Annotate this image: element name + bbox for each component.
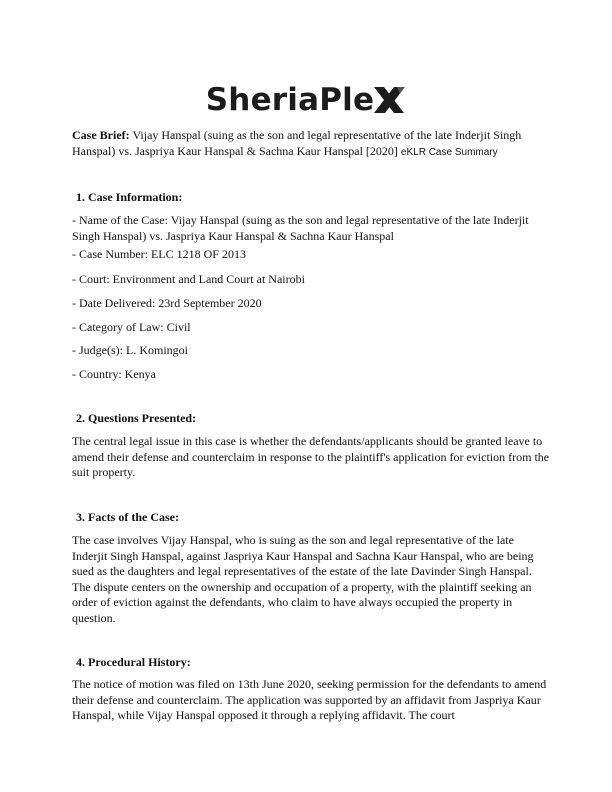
info-item: - Category of Law: Civil bbox=[72, 320, 191, 334]
x-mark-icon bbox=[372, 85, 406, 115]
section-heading-facts: 3. Facts of the Case: bbox=[76, 510, 179, 524]
facts-paragraph: The case involves Vijay Hanspal, who is suing as the son and legal representative of the late Inderjit Singh Hanspal, against Jaspriya Kaur Hanspal and Sachna Kaur Hanspal, who are being sued as the daughters and legal representatives of the estate of the late Davinder Singh Hanspal. The dispute centers on the ownership and occupation of a property, with the plaintiff seeking an order of eviction against the defendants, who claim to have always occupied the property in question. bbox=[72, 533, 534, 625]
info-item: - Date Delivered: 23rd September 2020 bbox=[72, 296, 262, 310]
case-brief-title bbox=[72, 127, 552, 161]
history-paragraph: The notice of motion was filed on 13th June 2020, seeking permission for the defendants to amend their defense and counterclaim. The application was supported by an affidavit from Jaspriya Kaur Hanspal, while Vijay Hanspal opposed it through a replying affidavit. The court bbox=[72, 677, 547, 722]
info-item: - Judge(s): L. Komingoi bbox=[72, 343, 188, 357]
section-heading-procedural-history: 4. Procedural History: bbox=[76, 655, 191, 669]
section-heading-questions-presented: 2. Questions Presented: bbox=[76, 411, 197, 425]
section-heading-case-information: 1. Case Information: bbox=[76, 190, 183, 204]
case-brief-label: Case Brief: bbox=[72, 128, 130, 142]
sheriaplex-logo bbox=[0, 80, 612, 120]
info-item: - Name of the Case: Vijay Hanspal (suing as the son and legal representative of the late Inderjit Singh Hanspal) vs. Jaspriya Kaur Hanspal & Sachna Kaur Hanspal bbox=[72, 213, 529, 243]
info-item: - Country: Kenya bbox=[72, 367, 156, 381]
case-brief-suffix: eKLR Case Summary bbox=[400, 147, 498, 158]
info-item: - Court: Environment and Land Court at Nairobi bbox=[72, 272, 305, 286]
info-item: - Case Number: ELC 1218 OF 2013 bbox=[72, 247, 246, 261]
questions-paragraph: The central legal issue in this case is whether the defendants/applicants should be granted leave to amend their defense and counterclaim in response to the plaintiff's application for eviction from the suit property. bbox=[72, 434, 550, 479]
logo-text: SheriaPle bbox=[205, 82, 375, 118]
case-brief-text: Vijay Hanspal (suing as the son and legal representative of the late Inderjit Singh Hanspal) vs. Jaspriya Kaur Hanspal & Sachna Kaur Hanspal [2020] bbox=[72, 128, 522, 158]
